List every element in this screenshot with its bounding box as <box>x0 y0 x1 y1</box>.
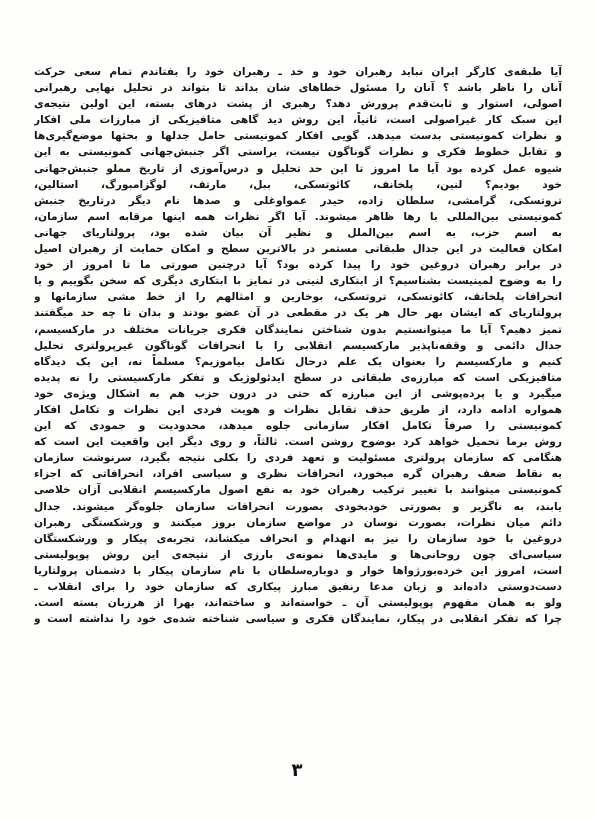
text-line: چرا که تفکر انقلابی در پیکار، نمایندگان فکری و سیاسی شناخته شده‌ی خود را نداشته است و <box>34 613 562 626</box>
text-line: است، امروز این خرده‌بورژواها خوار و دوباره‌سلطان با نام سازمان پیکار با دشمنان پرولتاریا <box>34 564 562 577</box>
text-line: کمونیستی را صرفاً تکامل افکار سازمانی جلوه میدهد، محدودیت و جمودی که این <box>34 420 562 433</box>
text-line: و نظرات کمونیستی بدست میدهد. گویی افکار کمونیستی حامل جدلها و بحثها موضع‌گیری‌ها <box>34 130 562 143</box>
text-line: و تقابل خطوط فکری و نظرات گوناگون نیست، براستی اگر جنبش‌جهانی کمونیستی به این <box>34 146 562 159</box>
text-line: اصولی، استوار و ثابت‌قدم پرورش دهد؟ رهبری از پشت درهای بسته، این اولین نتیجه‌ی <box>34 98 562 111</box>
text-line: به نقاط ضعف رهبران گره میخورد، انحرافات نظری و سیاسی افراد، انحرافاتی که اجزاء <box>34 468 562 481</box>
text-line: تروتسکی، گرامشی، سلطان زاده، حیدر عمواوغلی و صدها نام دیگر درتاریخ جنبش <box>34 194 562 207</box>
text-line: میگیرد و یا پرده‌پوشی از این مبارزه که حتی در درون حزب هم به اشکال ویژه‌ی خود <box>34 387 562 400</box>
text-line: خود بودیم؟ لنین، پلخانف، کائوتسکی، ببل، مارتف، لوگزامبورگ، استالین، <box>34 178 562 191</box>
text-line: متافیزیکی است که مبارزه‌ی طبقاتی در سطح ایدئولوژیک و تفکر مارکسیستی را نه پدیده <box>34 371 562 384</box>
text-line: تمیز دهیم؟ آیا ما میتوانستیم بدون شناختن نمایندگان فکری جریانات مختلف در مارکسیسم، <box>34 323 562 336</box>
text-line: جدال دائمی و وقفه‌ناپذیر مارکسیسم انقلابی را با انحرافات گوناگون غیرپرولتری تحلیل <box>34 339 562 352</box>
text-line: انحرافات پلخانف، کائوتسکی، تروتسکی، بوخارین و امثالهم را از خط مشی سازمانها و <box>34 291 562 304</box>
text-line: این سبک کار غیراصولی است، ثانیاً، این روش دید گاهی متافیزیکی از مبارزات ملی افکار <box>34 114 562 127</box>
text-line: شیوه عمل کرده بود آیا ما امروز تا این حد تحلیل و درس‌آموزی از تاریخ مملو جنبش‌جهانی <box>34 162 562 175</box>
text-line: کمونیستی بین‌المللی با رها ظاهر میشوند. آیا اگر نظرات همه اینها مرقابه اسم سازمان، <box>34 210 562 223</box>
text-line: در برابر رهبران دروغین خود را پیدا کرده بود؟ آیا درچنین صورتی ما تا امروز از خود <box>34 259 562 272</box>
text-line: ولو به همان مفهوم پوپولیستی آن ـ خواسته‌اند و ساخته‌اند، بهرا از هرزبان بسته است. <box>34 597 562 610</box>
text-line: به اسم حزب، به اسم بین‌الملل و نظیر آن بیان شده بود، پرولتاریای جهانی <box>34 226 562 239</box>
text-line: امکان فعالیت در این جدال طبقاتی مستمر در بالاترین سطح و امکان حمایت از رهبران اصیل <box>34 243 562 256</box>
page-number: ٣ <box>291 760 303 781</box>
text-line: روش برما تحمیل خواهد کرد بوضوح روشن است. ثالثاً، و روی دیگر این واقعیت این است که <box>34 436 562 449</box>
text-line: دست‌دوستی داده‌اند و زبان مدعا رنفیق مبارز پیکاری که سازمان خود را برای انقلاب ـ <box>34 581 562 593</box>
text-line: یابند، به ناگزیر و بصورتی خودبخودی بصورت انحرافات سازمان جلوه‌گر میشوند. جدال <box>34 500 562 513</box>
text-line: آیا طبقه‌ی کارگر ایران نباید رهبران خود و خد ـ رهبران خود را بفتاندم تمام سعی حرکت <box>34 66 562 78</box>
text-line: آنان را ناظر باشد ؟ آنان را مسئول خطاهای شان بداند تا بتواند در تحلیل نهایی رهبرانی <box>34 82 562 95</box>
text-line: کمونیستی میتوانند با تغییر ترکیب رهبران خود به نفع اصول مارکسیسم انقلابی آزان خلاصی <box>34 484 562 497</box>
text-line: دروغین با خود سازمان را نیز به انهدام و انحراف میکشاند، تجربه‌ی پیکار و ورشکستگان <box>34 532 562 545</box>
body-text <box>34 64 562 754</box>
text-line: پرولتاریای که ایشان بهر حال هر یک در مقطعی در آن عضو بودند و بدان تا چه حد میگفتند <box>34 307 562 320</box>
text-line: سیاسی‌ای چون روحانی‌ها و مایدی‌ها نمونه‌ی بارزی از نتیجه‌ی این روش پوپولیستی <box>34 548 562 561</box>
text-line: هنگامی که سازمان پرولتری مسئولیت و تعهد فردی را بکلی نتیجه بگیرد، سرنوشت سازمان <box>34 452 562 465</box>
text-line: همواره ادامه دارد، از طریق حذف تقابل نظرات و هویت فردی این نظرات و تکامل افکار <box>34 403 562 416</box>
text-line: کنیم و مارکسیسم را بعنوان یک علم درحال تکامل بیاموزیم؟ مسلماً نه، این یک دیدگاه <box>34 355 562 368</box>
text-line: را به وضوح لمینیست بشناسیم؟ از ابتکاری لنینی در تمایز با ابتکاری دیگری که سخن بگوییم و یا <box>34 275 562 288</box>
text-line: دائم میان نظرات، بصورت نوسان در مواضع سازمان بروز میکنند و ورشکستگی رهبران <box>34 516 562 529</box>
